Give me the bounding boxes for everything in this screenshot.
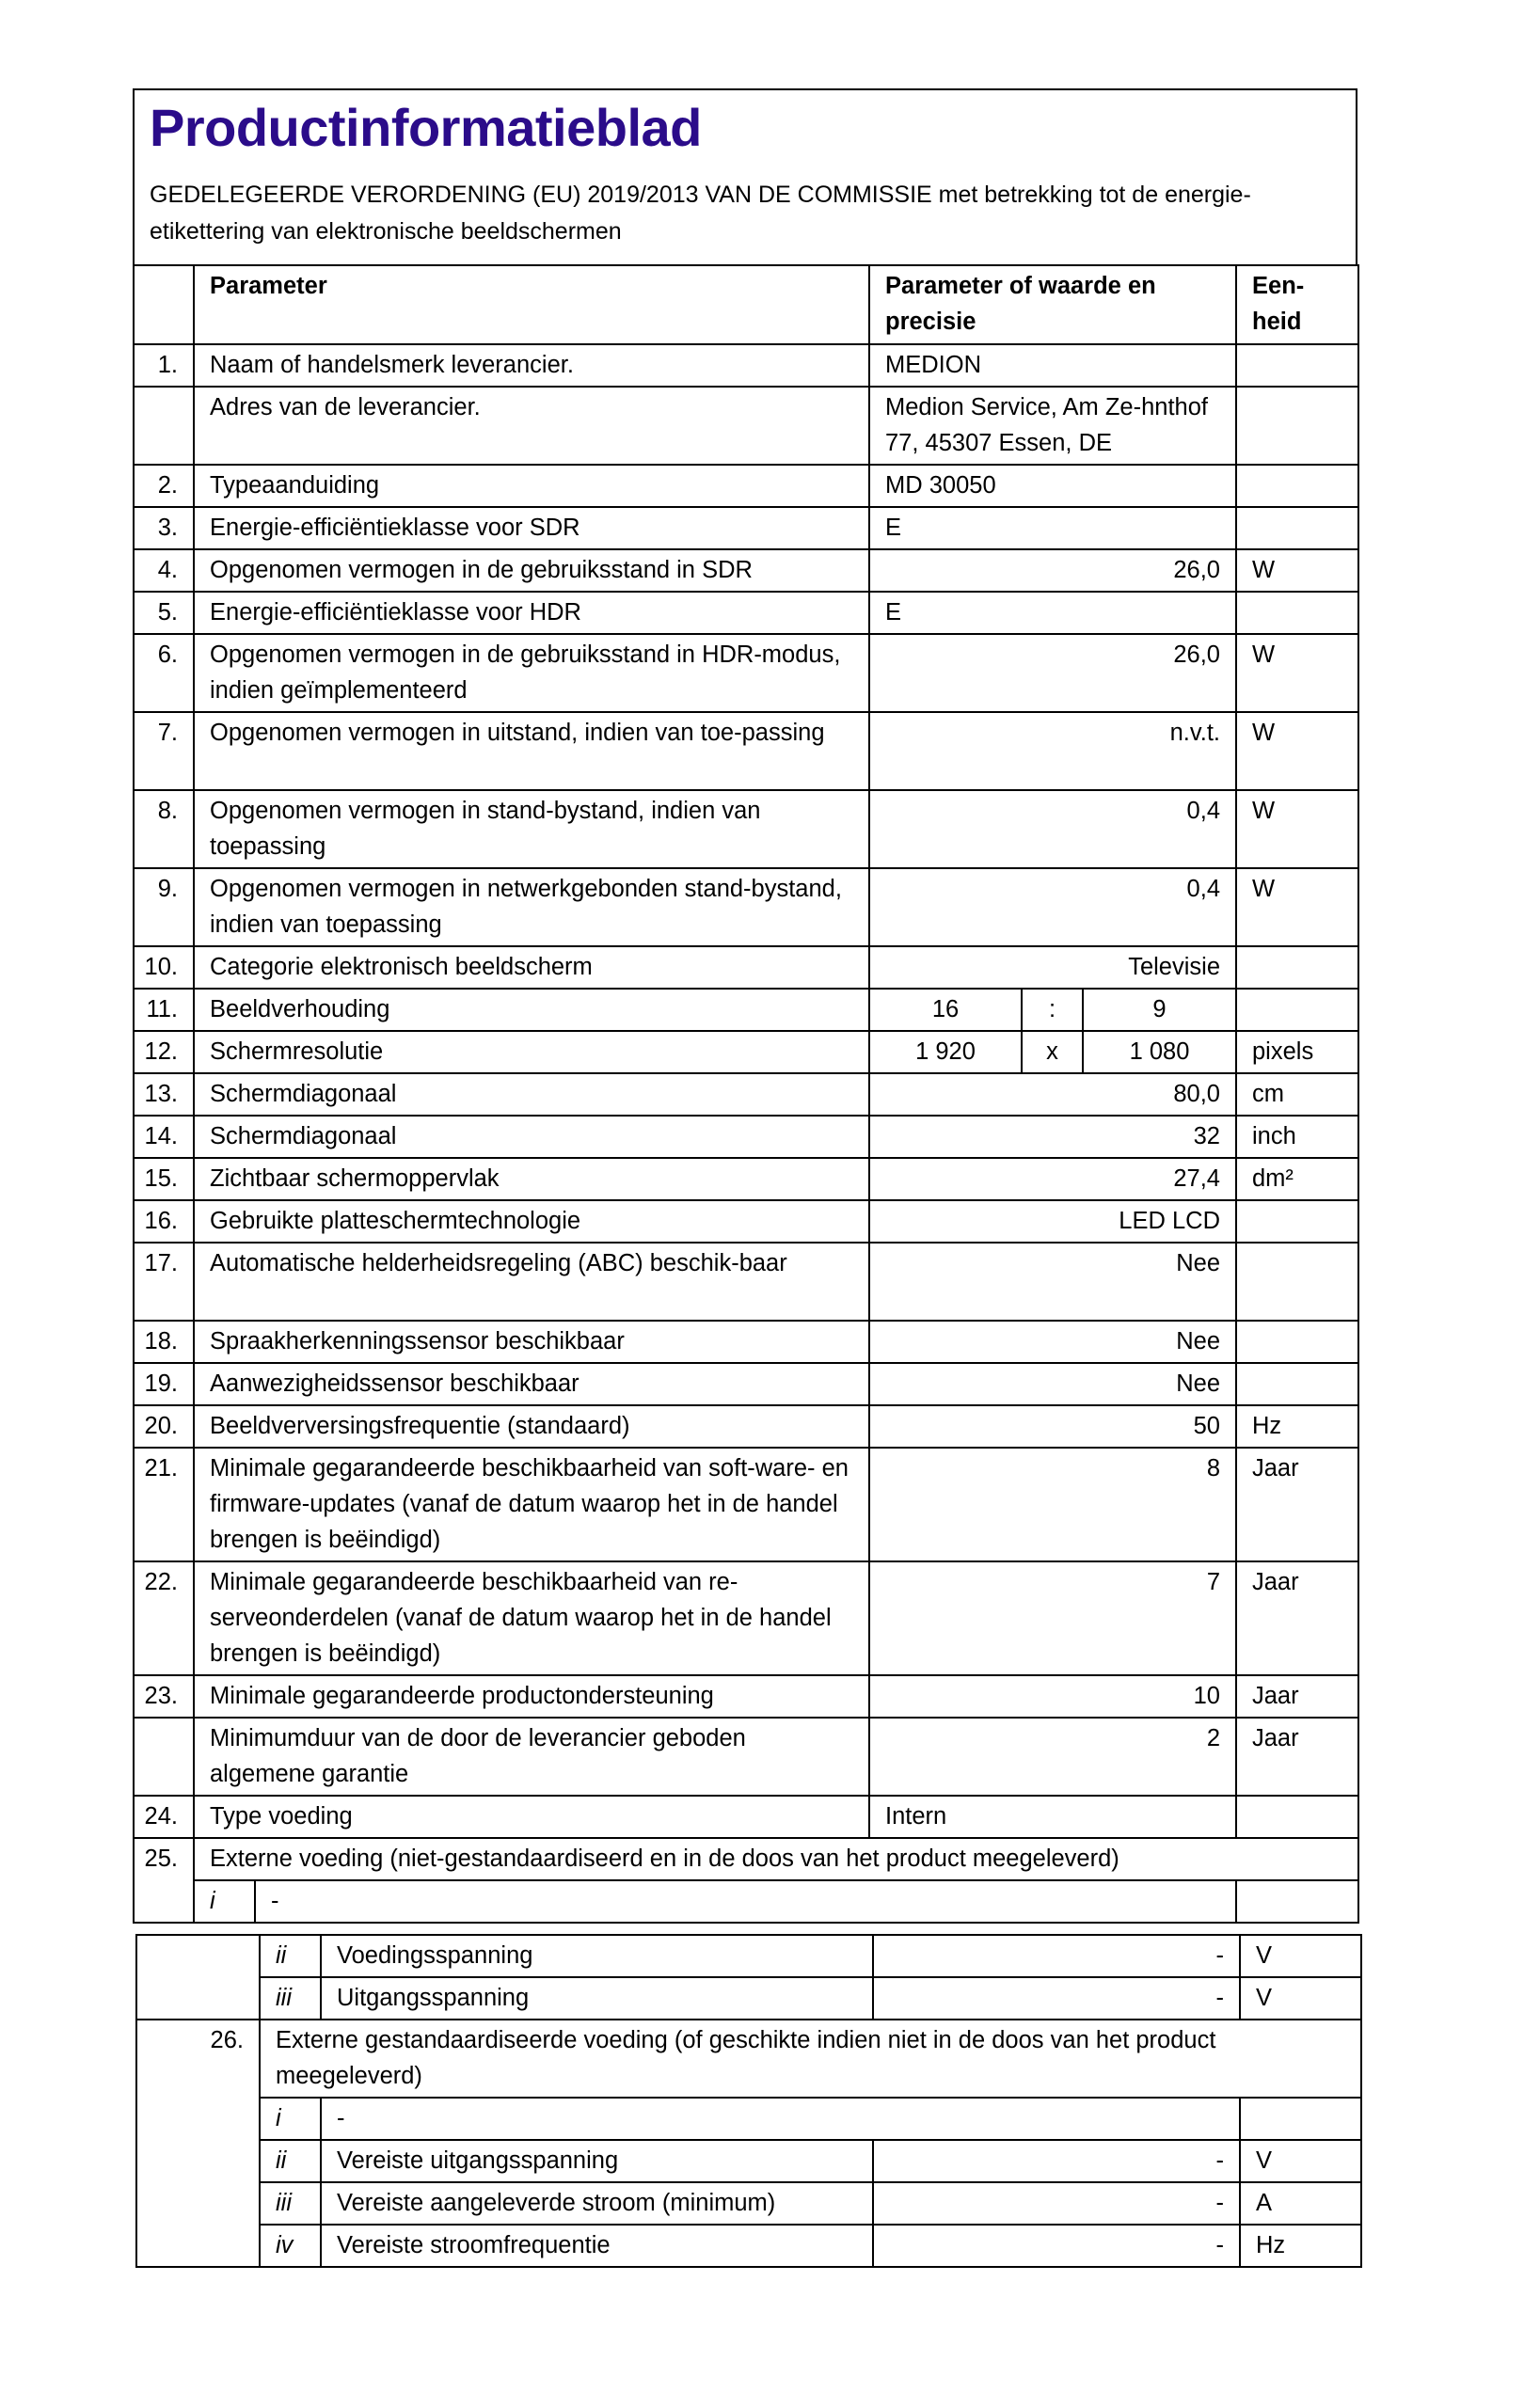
power-supply-table [135, 1934, 1362, 2268]
row-number: 23. [134, 1675, 194, 1718]
item-unit [1240, 2098, 1361, 2140]
row-parameter: Automatische helderheidsregeling (ABC) beschik-baar [194, 1243, 869, 1321]
table-row [134, 1243, 1358, 1321]
row-unit [1236, 1796, 1358, 1838]
row-unit: Hz [1236, 1405, 1358, 1448]
row-unit [1236, 1243, 1358, 1321]
table-row [134, 1116, 1358, 1158]
row-parameter: Type voeding [194, 1796, 869, 1838]
row-parameter: Schermresolutie [194, 1031, 869, 1073]
section-number: 25. [134, 1838, 194, 1923]
item-roman: ii [260, 1935, 321, 1977]
table-row [134, 1796, 1358, 1838]
row-unit: W [1236, 712, 1358, 790]
row-unit: inch [1236, 1116, 1358, 1158]
row-number: 22. [134, 1561, 194, 1675]
item-unit [1236, 1880, 1358, 1923]
row-number: 1. [134, 344, 194, 387]
row-unit: Jaar [1236, 1675, 1358, 1718]
table-row [134, 1718, 1358, 1796]
row-parameter: Categorie elektronisch beeldscherm [194, 946, 869, 989]
row-number: 24. [134, 1796, 194, 1838]
row-number: 5. [134, 592, 194, 634]
row-value: MD 30050 [869, 465, 1236, 507]
row-parameter: Schermdiagonaal [194, 1073, 869, 1116]
table-header-row [134, 265, 1358, 344]
row-parameter: Minimale gegarandeerde beschikbaarheid van re-serveonderdelen (vanaf de datum waarop het in de handel brengen is beëindigd) [194, 1561, 869, 1675]
item-label: Vereiste stroomfrequentie [321, 2225, 873, 2267]
table-row [134, 989, 1358, 1031]
regulation-subtitle: GEDELEGEERDE VERORDENING (EU) 2019/2013 VAN DE COMMISSIE met betrekking tot de energie-etikettering van elektronische beeldschermen [150, 182, 1251, 245]
table-row [134, 1675, 1358, 1718]
row-number: 7. [134, 712, 194, 790]
section-number: 26. [136, 2020, 260, 2267]
row-unit [1236, 592, 1358, 634]
item-value: - [873, 2225, 1240, 2267]
item-label: Voedingsspanning [321, 1935, 873, 1977]
table-row [134, 387, 1358, 465]
row-parameter: Opgenomen vermogen in uitstand, indien van toe-passing [194, 712, 869, 790]
row-value: Televisie [869, 946, 1236, 989]
row-unit [1236, 344, 1358, 387]
table-row [134, 1448, 1358, 1561]
row-unit [1236, 989, 1358, 1031]
row-number [134, 1718, 194, 1796]
row-value: 8 [869, 1448, 1236, 1561]
resolution-height: 1 080 [1083, 1031, 1236, 1073]
section-title: Externe gestandaardiseerde voeding (of geschikte indien niet in de doos van het product meegeleverd) [260, 2020, 1361, 2098]
row-value: 10 [869, 1675, 1236, 1718]
row-value: 2 [869, 1718, 1236, 1796]
section-26-item-row [136, 2182, 1361, 2225]
resolution-separator: x [1022, 1031, 1083, 1073]
row-parameter: Minimumduur van de door de leverancier geboden algemene garantie [194, 1718, 869, 1796]
row-value: Nee [869, 1363, 1236, 1405]
row-parameter: Aanwezigheidssensor beschikbaar [194, 1363, 869, 1405]
item-roman: i [194, 1880, 255, 1923]
row-unit [1236, 387, 1358, 465]
row-unit [1236, 507, 1358, 549]
row-number: 13. [134, 1073, 194, 1116]
item-value: - [873, 2182, 1240, 2225]
section-26-title-row [136, 2020, 1361, 2098]
row-number: 6. [134, 634, 194, 712]
section-number-blank [136, 1935, 260, 2020]
table-row [134, 1200, 1358, 1243]
row-parameter: Opgenomen vermogen in netwerkgebonden stand-bystand, indien van toepassing [194, 868, 869, 946]
item-label: Uitgangsspanning [321, 1977, 873, 2020]
row-unit: dm² [1236, 1158, 1358, 1200]
row-unit: W [1236, 634, 1358, 712]
row-number: 3. [134, 507, 194, 549]
row-parameter: Minimale gegarandeerde productondersteuning [194, 1675, 869, 1718]
header-unit: Een-heid [1236, 265, 1358, 344]
table-row [134, 507, 1358, 549]
row-value: 0,4 [869, 868, 1236, 946]
row-number: 17. [134, 1243, 194, 1321]
item-unit: V [1240, 1935, 1361, 1977]
row-number: 16. [134, 1200, 194, 1243]
row-unit [1236, 1321, 1358, 1363]
row-unit: cm [1236, 1073, 1358, 1116]
section-26-item-row [136, 2098, 1361, 2140]
row-value: Medion Service, Am Ze-hnthof 77, 45307 Essen, DE [869, 387, 1236, 465]
table-row [134, 946, 1358, 989]
row-number: 8. [134, 790, 194, 868]
table-row [134, 344, 1358, 387]
item-roman: i [260, 2098, 321, 2140]
table-row [134, 592, 1358, 634]
row-value: Intern [869, 1796, 1236, 1838]
document-header [133, 88, 1357, 264]
row-unit: Jaar [1236, 1561, 1358, 1675]
table-row [134, 1073, 1358, 1116]
row-number: 10. [134, 946, 194, 989]
row-value: 26,0 [869, 634, 1236, 712]
row-parameter: Zichtbaar schermoppervlak [194, 1158, 869, 1200]
row-unit [1236, 1200, 1358, 1243]
row-unit: W [1236, 868, 1358, 946]
item-label: - [255, 1880, 1236, 1923]
item-value: - [873, 2140, 1240, 2182]
row-parameter: Adres van de leverancier. [194, 387, 869, 465]
row-parameter: Naam of handelsmerk leverancier. [194, 344, 869, 387]
table-row [134, 868, 1358, 946]
row-unit: Jaar [1236, 1718, 1358, 1796]
row-value: 0,4 [869, 790, 1236, 868]
document-title: Productinformatieblad [150, 98, 702, 157]
row-number: 9. [134, 868, 194, 946]
section-26-item-row [136, 2225, 1361, 2267]
row-number: 14. [134, 1116, 194, 1158]
table-row [134, 1405, 1358, 1448]
row-number: 11. [134, 989, 194, 1031]
row-value: Nee [869, 1321, 1236, 1363]
section-title: Externe voeding (niet-gestandaardiseerd en in de doos van het product meegeleverd) [194, 1838, 1358, 1880]
row-parameter: Beeldverhouding [194, 989, 869, 1031]
header-number [134, 265, 194, 344]
row-number [134, 387, 194, 465]
table-row [134, 1158, 1358, 1200]
item-unit: V [1240, 2140, 1361, 2182]
row-number: 21. [134, 1448, 194, 1561]
row-unit [1236, 1363, 1358, 1405]
aspect-width: 16 [869, 989, 1022, 1031]
row-value: LED LCD [869, 1200, 1236, 1243]
row-unit: Jaar [1236, 1448, 1358, 1561]
row-parameter: Typeaanduiding [194, 465, 869, 507]
row-parameter: Beeldverversingsfrequentie (standaard) [194, 1405, 869, 1448]
row-parameter: Gebruikte platteschermtechnologie [194, 1200, 869, 1243]
row-value: E [869, 507, 1236, 549]
row-value: Nee [869, 1243, 1236, 1321]
table-row [134, 790, 1358, 868]
row-value: 27,4 [869, 1158, 1236, 1200]
table-row [134, 465, 1358, 507]
header-parameter: Parameter [194, 265, 869, 344]
row-parameter: Spraakherkenningssensor beschikbaar [194, 1321, 869, 1363]
row-number: 18. [134, 1321, 194, 1363]
table-row [134, 1561, 1358, 1675]
item-unit: Hz [1240, 2225, 1361, 2267]
row-unit: W [1236, 549, 1358, 592]
item-value: - [873, 1935, 1240, 1977]
row-parameter: Energie-efficiëntieklasse voor SDR [194, 507, 869, 549]
aspect-height: 9 [1083, 989, 1236, 1031]
row-number: 2. [134, 465, 194, 507]
row-value: MEDION [869, 344, 1236, 387]
item-label: - [321, 2098, 1240, 2140]
row-unit [1236, 946, 1358, 989]
table-row [134, 549, 1358, 592]
section-25-item-row [136, 1935, 1361, 1977]
item-unit: V [1240, 1977, 1361, 2020]
row-value: n.v.t. [869, 712, 1236, 790]
table-row [134, 1031, 1358, 1073]
item-roman: iv [260, 2225, 321, 2267]
row-value: 7 [869, 1561, 1236, 1675]
row-value: 32 [869, 1116, 1236, 1158]
row-parameter: Opgenomen vermogen in de gebruiksstand in SDR [194, 549, 869, 592]
row-parameter: Opgenomen vermogen in stand-bystand, indien van toepassing [194, 790, 869, 868]
row-number: 19. [134, 1363, 194, 1405]
item-roman: ii [260, 2140, 321, 2182]
item-value: - [873, 1977, 1240, 2020]
resolution-width: 1 920 [869, 1031, 1022, 1073]
row-unit [1236, 465, 1358, 507]
row-value: 26,0 [869, 549, 1236, 592]
row-number: 15. [134, 1158, 194, 1200]
row-number: 4. [134, 549, 194, 592]
table-row [134, 712, 1358, 790]
table-row [134, 1321, 1358, 1363]
power-supply-table-continued [135, 1934, 1360, 2268]
section-25-title-row [134, 1838, 1358, 1880]
row-number: 12. [134, 1031, 194, 1073]
row-parameter: Opgenomen vermogen in de gebruiksstand in HDR-modus, indien geïmplementeerd [194, 634, 869, 712]
item-label: Vereiste uitgangsspanning [321, 2140, 873, 2182]
row-parameter: Minimale gegarandeerde beschikbaarheid van soft-ware- en firmware-updates (vanaf de datum waarop het in de handel brengen is beëindigd) [194, 1448, 869, 1561]
row-value: 50 [869, 1405, 1236, 1448]
section-25-item-row [134, 1880, 1358, 1923]
aspect-separator: : [1022, 989, 1083, 1031]
table-row [134, 1363, 1358, 1405]
item-unit: A [1240, 2182, 1361, 2225]
row-parameter: Schermdiagonaal [194, 1116, 869, 1158]
item-label: Vereiste aangeleverde stroom (minimum) [321, 2182, 873, 2225]
row-parameter: Energie-efficiëntieklasse voor HDR [194, 592, 869, 634]
item-roman: iii [260, 1977, 321, 2020]
row-number: 20. [134, 1405, 194, 1448]
section-26-item-row [136, 2140, 1361, 2182]
section-25-item-row [136, 1977, 1361, 2020]
parameter-table [133, 264, 1359, 1924]
row-value: 80,0 [869, 1073, 1236, 1116]
row-value: E [869, 592, 1236, 634]
row-unit: W [1236, 790, 1358, 868]
table-row [134, 634, 1358, 712]
header-value: Parameter of waarde en precisie [869, 265, 1236, 344]
item-roman: iii [260, 2182, 321, 2225]
product-information-sheet [133, 88, 1357, 1924]
row-unit: pixels [1236, 1031, 1358, 1073]
